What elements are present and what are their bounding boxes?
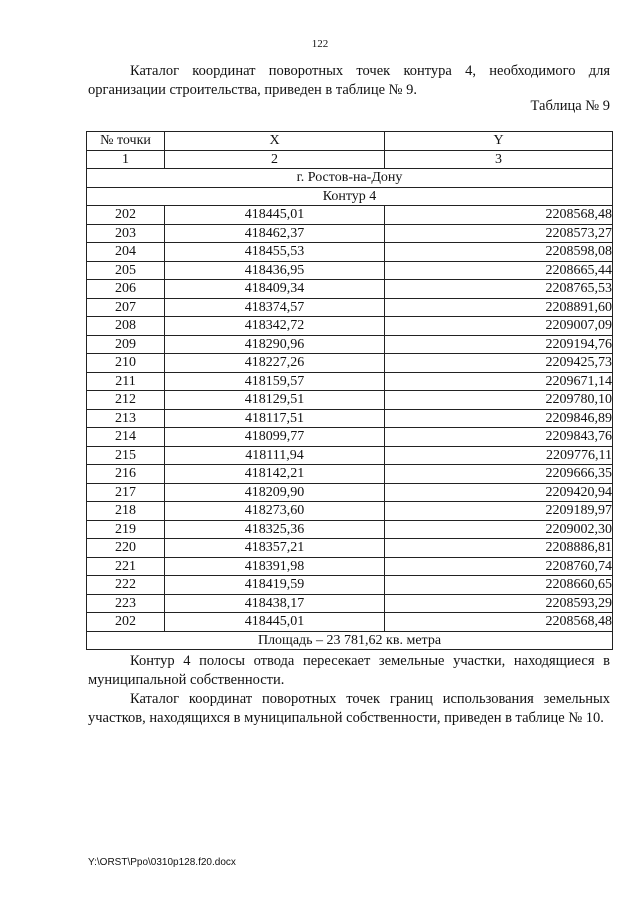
page-number: 122 (311, 38, 329, 50)
y-coordinate-cell: 2209420,94 (385, 483, 613, 502)
y-coordinate-cell: 2209780,10 (385, 391, 613, 410)
table-row (87, 354, 613, 373)
table-row (87, 335, 613, 354)
x-coordinate-cell: 418357,21 (165, 539, 385, 558)
table-row (87, 502, 613, 521)
y-coordinate-cell: 2208665,44 (385, 261, 613, 280)
table-row (87, 317, 613, 336)
table-row (87, 520, 613, 539)
x-coordinate-cell: 418290,96 (165, 335, 385, 354)
x-coordinate-cell: 418273,60 (165, 502, 385, 521)
y-coordinate-cell: 2208760,74 (385, 557, 613, 576)
point-number-cell: 217 (87, 483, 165, 502)
y-coordinate-cell: 2208765,53 (385, 280, 613, 299)
y-coordinate-cell: 2209671,14 (385, 372, 613, 391)
coordinate-catalog-table (86, 131, 613, 650)
table-row (87, 261, 613, 280)
table-row (87, 428, 613, 447)
point-number-cell: 219 (87, 520, 165, 539)
intro-text: Каталог координат поворотных точек контура 4, необходимого для организации строительства, приведен в таблице № 9. (88, 63, 610, 98)
y-coordinate-cell: 2209002,30 (385, 520, 613, 539)
table-row (87, 280, 613, 299)
table-row (87, 206, 613, 225)
table-row (87, 391, 613, 410)
y-coordinate-cell: 2208891,60 (385, 298, 613, 317)
contour-name: Контур 4 (87, 187, 613, 206)
x-coordinate-cell: 418129,51 (165, 391, 385, 410)
point-number-cell: 206 (87, 280, 165, 299)
table-row (87, 539, 613, 558)
x-coordinate-cell: 418419,59 (165, 576, 385, 595)
y-coordinate-cell: 2209843,76 (385, 428, 613, 447)
column-number-2: 2 (165, 150, 385, 169)
area-row (87, 631, 613, 650)
point-number-cell: 223 (87, 594, 165, 613)
point-number-cell: 222 (87, 576, 165, 595)
y-coordinate-cell: 2208660,65 (385, 576, 613, 595)
point-number-cell: 214 (87, 428, 165, 447)
column-number-3: 3 (385, 150, 613, 169)
point-number-cell: 213 (87, 409, 165, 428)
closing-paragraphs (88, 652, 610, 728)
y-coordinate-cell: 2208598,08 (385, 243, 613, 262)
table-row (87, 372, 613, 391)
x-coordinate-cell: 418455,53 (165, 243, 385, 262)
point-number-cell: 216 (87, 465, 165, 484)
y-coordinate-cell: 2209425,73 (385, 354, 613, 373)
x-coordinate-cell: 418111,94 (165, 446, 385, 465)
table-header-row (87, 132, 613, 151)
footer-file-path: Y:\ORST\Ppo\0310p128.f20.docx (88, 857, 236, 868)
y-coordinate-cell: 2209846,89 (385, 409, 613, 428)
table-row (87, 465, 613, 484)
header-x: X (165, 132, 385, 151)
contour-row (87, 187, 613, 206)
point-number-cell: 210 (87, 354, 165, 373)
y-coordinate-cell: 2208573,27 (385, 224, 613, 243)
y-coordinate-cell: 2209194,76 (385, 335, 613, 354)
header-y: Y (385, 132, 613, 151)
x-coordinate-cell: 418438,17 (165, 594, 385, 613)
column-number-row (87, 150, 613, 169)
x-coordinate-cell: 418099,77 (165, 428, 385, 447)
table-row (87, 243, 613, 262)
x-coordinate-cell: 418142,21 (165, 465, 385, 484)
table-row (87, 613, 613, 632)
city-row (87, 169, 613, 188)
city-name: г. Ростов-на-Дону (87, 169, 613, 188)
y-coordinate-cell: 2208886,81 (385, 539, 613, 558)
header-point-number: № точки (87, 132, 165, 151)
point-number-cell: 220 (87, 539, 165, 558)
y-coordinate-cell: 2209776,11 (385, 446, 613, 465)
point-number-cell: 208 (87, 317, 165, 336)
point-number-cell: 204 (87, 243, 165, 262)
y-coordinate-cell: 2208568,48 (385, 206, 613, 225)
y-coordinate-cell: 2208593,29 (385, 594, 613, 613)
point-number-cell: 205 (87, 261, 165, 280)
paragraph-contour-intersection (88, 652, 610, 690)
x-coordinate-cell: 418117,51 (165, 409, 385, 428)
x-coordinate-cell: 418436,95 (165, 261, 385, 280)
point-number-cell: 221 (87, 557, 165, 576)
paragraph-2-text: Контур 4 полосы отвода пересекает земельные участки, находящиеся в муниципальной собственности. (88, 653, 610, 688)
table-row (87, 409, 613, 428)
x-coordinate-cell: 418445,01 (165, 613, 385, 632)
table-row (87, 594, 613, 613)
table-row (87, 446, 613, 465)
point-number-cell: 211 (87, 372, 165, 391)
point-number-cell: 203 (87, 224, 165, 243)
point-number-cell: 207 (87, 298, 165, 317)
y-coordinate-cell: 2209007,09 (385, 317, 613, 336)
point-number-cell: 202 (87, 613, 165, 632)
point-number-cell: 215 (87, 446, 165, 465)
table-row (87, 224, 613, 243)
x-coordinate-cell: 418227,26 (165, 354, 385, 373)
x-coordinate-cell: 418374,57 (165, 298, 385, 317)
x-coordinate-cell: 418391,98 (165, 557, 385, 576)
table-row (87, 298, 613, 317)
point-number-cell: 209 (87, 335, 165, 354)
x-coordinate-cell: 418409,34 (165, 280, 385, 299)
y-coordinate-cell: 2209189,97 (385, 502, 613, 521)
y-coordinate-cell: 2208568,48 (385, 613, 613, 632)
intro-paragraph (88, 62, 610, 100)
x-coordinate-cell: 418325,36 (165, 520, 385, 539)
x-coordinate-cell: 418209,90 (165, 483, 385, 502)
point-number-cell: 212 (87, 391, 165, 410)
paragraph-3-text: Каталог координат поворотных точек границ использования земельных участков, находящихся в муниципальной собственности, приведен в таблице № 10. (88, 691, 610, 726)
table-row (87, 483, 613, 502)
point-number-cell: 202 (87, 206, 165, 225)
table-row (87, 576, 613, 595)
y-coordinate-cell: 2209666,35 (385, 465, 613, 484)
x-coordinate-cell: 418159,57 (165, 372, 385, 391)
table-row (87, 557, 613, 576)
point-number-cell: 218 (87, 502, 165, 521)
x-coordinate-cell: 418342,72 (165, 317, 385, 336)
table-caption: Таблица № 9 (530, 98, 610, 114)
x-coordinate-cell: 418462,37 (165, 224, 385, 243)
area-text: Площадь – 23 781,62 кв. метра (87, 631, 613, 650)
column-number-1: 1 (87, 150, 165, 169)
paragraph-next-catalog (88, 690, 610, 728)
x-coordinate-cell: 418445,01 (165, 206, 385, 225)
